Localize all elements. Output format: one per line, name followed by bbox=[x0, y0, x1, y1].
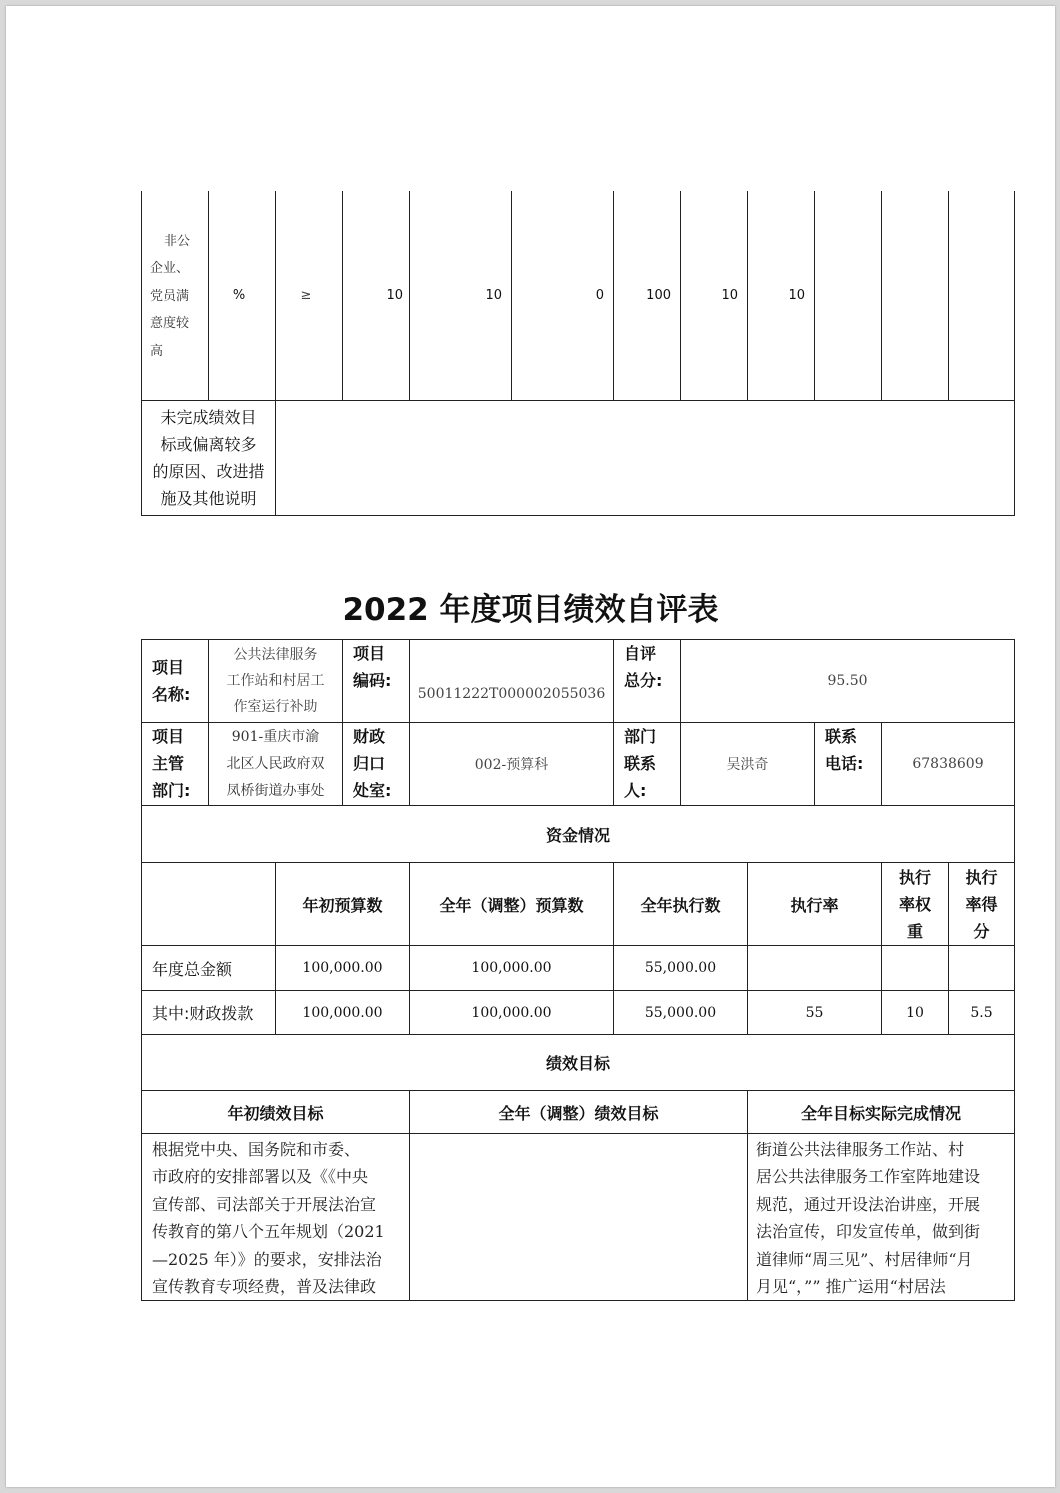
header-line: 率得 bbox=[965, 894, 998, 914]
text-line: 居公共法律服务工作室阵地建设 bbox=[756, 1167, 981, 1187]
funds-cell: 55 bbox=[805, 1004, 824, 1021]
label-line: 编码: bbox=[353, 671, 392, 690]
note-value bbox=[276, 402, 1014, 514]
indicator-value: 10 bbox=[721, 287, 738, 303]
funds-row-label: 年度总金额 bbox=[152, 959, 233, 979]
document-page bbox=[6, 6, 1055, 1487]
project-name-label bbox=[142, 640, 208, 722]
text-line: 宣传教育专项经费，普及法律政 bbox=[152, 1277, 377, 1297]
indicator-line: 意度较 bbox=[150, 316, 190, 332]
note-label-line: 的原因、改进措 bbox=[152, 462, 265, 481]
funds-cell: 55,000.00 bbox=[644, 1004, 717, 1021]
funds-header-blank bbox=[142, 863, 275, 945]
text-line: 街道公共法律服务工作站、村 bbox=[756, 1140, 965, 1159]
funds-cell: 55,000.00 bbox=[644, 960, 717, 976]
project-name-value bbox=[209, 640, 342, 722]
phone-value: 67838609 bbox=[912, 756, 984, 772]
funds-header-score bbox=[949, 863, 1014, 945]
indicator-line: 党员满 bbox=[150, 288, 190, 304]
goals-header: 全年（调整）绩效目标 bbox=[498, 1103, 659, 1123]
header-line: 率权 bbox=[898, 894, 931, 914]
value-line: 凤桥街道办事处 bbox=[226, 782, 325, 799]
project-code-label bbox=[343, 640, 409, 722]
indicator-line: 企业、 bbox=[150, 261, 190, 277]
funds-header: 全年（调整）预算数 bbox=[439, 895, 584, 915]
funds-header-weight bbox=[882, 863, 948, 945]
text-line: 传教育的第八个五年规划（2021 bbox=[152, 1222, 385, 1242]
funds-cell: 10 bbox=[906, 1004, 924, 1021]
value-line: 北区人民政府双 bbox=[226, 755, 325, 772]
text-line: —2025 年）》的要求，安排法治 bbox=[152, 1249, 382, 1269]
indicator-value: 10 bbox=[386, 287, 403, 303]
label-line: 项目 bbox=[152, 658, 185, 677]
funds-section-title: 资金情况 bbox=[545, 825, 610, 845]
note-label-line: 标或偏离较多 bbox=[160, 435, 257, 454]
label-line: 联系 bbox=[624, 754, 657, 773]
text-line: 月见“，”” 推广运用“村居法 bbox=[756, 1277, 946, 1297]
text-line: 规范，通过开设法治讲座，开展 bbox=[756, 1194, 981, 1214]
phone-label bbox=[815, 723, 881, 805]
indicator-operator: ≥ bbox=[300, 287, 312, 303]
indicator-value: 100 bbox=[646, 287, 671, 303]
note-label-line: 未完成绩效目 bbox=[160, 408, 257, 427]
header-line: 执行 bbox=[965, 867, 998, 887]
funds-header: 全年执行数 bbox=[640, 895, 721, 915]
funds-cell: 100,000.00 bbox=[302, 960, 383, 976]
indicator-unit: % bbox=[232, 287, 246, 303]
finance-label bbox=[343, 723, 409, 805]
value-line: 901-重庆市渝 bbox=[231, 728, 320, 745]
funds-cell: 100,000.00 bbox=[471, 1004, 552, 1021]
label-line: 部门 bbox=[624, 727, 657, 746]
label-line: 项目 bbox=[152, 727, 185, 746]
funds-row-label: 其中:财政拨款 bbox=[152, 1004, 254, 1023]
note-label-line: 施及其他说明 bbox=[160, 489, 257, 508]
contact-label bbox=[614, 723, 680, 805]
funds-cell bbox=[882, 946, 948, 990]
project-code-value: 50011222T000002055036 bbox=[417, 686, 606, 702]
text-line: 宣传部、司法部关于开展法治宣 bbox=[152, 1194, 377, 1214]
contact-value: 吴洪奇 bbox=[726, 757, 769, 773]
page-title: 2022 年度项目绩效自评表 bbox=[342, 592, 719, 628]
value-line: 作室运行补助 bbox=[233, 699, 318, 715]
funds-cell: 100,000.00 bbox=[302, 1004, 383, 1021]
label-line: 财政 bbox=[353, 727, 386, 746]
funds-cell bbox=[949, 946, 1014, 990]
label-line: 处室: bbox=[353, 781, 392, 800]
label-line: 人: bbox=[624, 781, 647, 800]
dept-value bbox=[209, 723, 342, 805]
value-line: 工作站和村居工 bbox=[226, 673, 325, 689]
goals-header: 全年目标实际完成情况 bbox=[800, 1103, 961, 1123]
goals-header: 年初绩效目标 bbox=[227, 1103, 324, 1123]
indicator-value: 10 bbox=[788, 287, 805, 303]
indicator-value: 10 bbox=[485, 287, 502, 303]
dept-label bbox=[142, 723, 208, 805]
actual-completion-text bbox=[756, 1136, 1012, 1300]
indicator-line: 高 bbox=[150, 343, 164, 359]
finance-value: 002-预算科 bbox=[474, 757, 549, 773]
funds-cell bbox=[748, 946, 881, 990]
score-value: 95.50 bbox=[827, 673, 868, 689]
header-line: 执行 bbox=[898, 867, 931, 887]
header-line: 重 bbox=[906, 921, 923, 941]
label-line: 自评 bbox=[624, 644, 657, 663]
label-line: 主管 bbox=[152, 754, 185, 773]
indicator-value: 0 bbox=[595, 287, 604, 303]
header-line: 分 bbox=[973, 921, 990, 941]
text-line: 根据党中央、国务院和市委、 bbox=[152, 1140, 361, 1159]
score-label bbox=[614, 640, 680, 722]
label-line: 总分: bbox=[624, 671, 663, 690]
funds-header: 执行率 bbox=[790, 895, 839, 915]
label-line: 归口 bbox=[353, 754, 386, 773]
note-label bbox=[142, 402, 275, 514]
value-line: 公共法律服务 bbox=[233, 647, 318, 663]
funds-header: 年初预算数 bbox=[302, 895, 383, 915]
funds-cell: 5.5 bbox=[970, 1004, 993, 1021]
label-line: 电话: bbox=[825, 754, 864, 773]
label-line: 部门: bbox=[152, 781, 191, 800]
label-line: 联系 bbox=[825, 727, 858, 746]
initial-goal-text bbox=[152, 1136, 407, 1300]
text-line: 市政府的安排部署以及《《中央 bbox=[152, 1167, 369, 1187]
goals-section-title: 绩效目标 bbox=[545, 1054, 610, 1073]
funds-cell: 100,000.00 bbox=[471, 960, 552, 976]
indicator-line: 非公 bbox=[164, 233, 191, 249]
text-line: 法治宣传，印发宣传单，做到街 bbox=[756, 1222, 981, 1242]
label-line: 名称: bbox=[152, 685, 191, 704]
label-line: 项目 bbox=[353, 644, 386, 663]
text-line: 道律师“周三见”、村居律师“月 bbox=[756, 1249, 973, 1269]
indicator-name bbox=[142, 224, 208, 369]
